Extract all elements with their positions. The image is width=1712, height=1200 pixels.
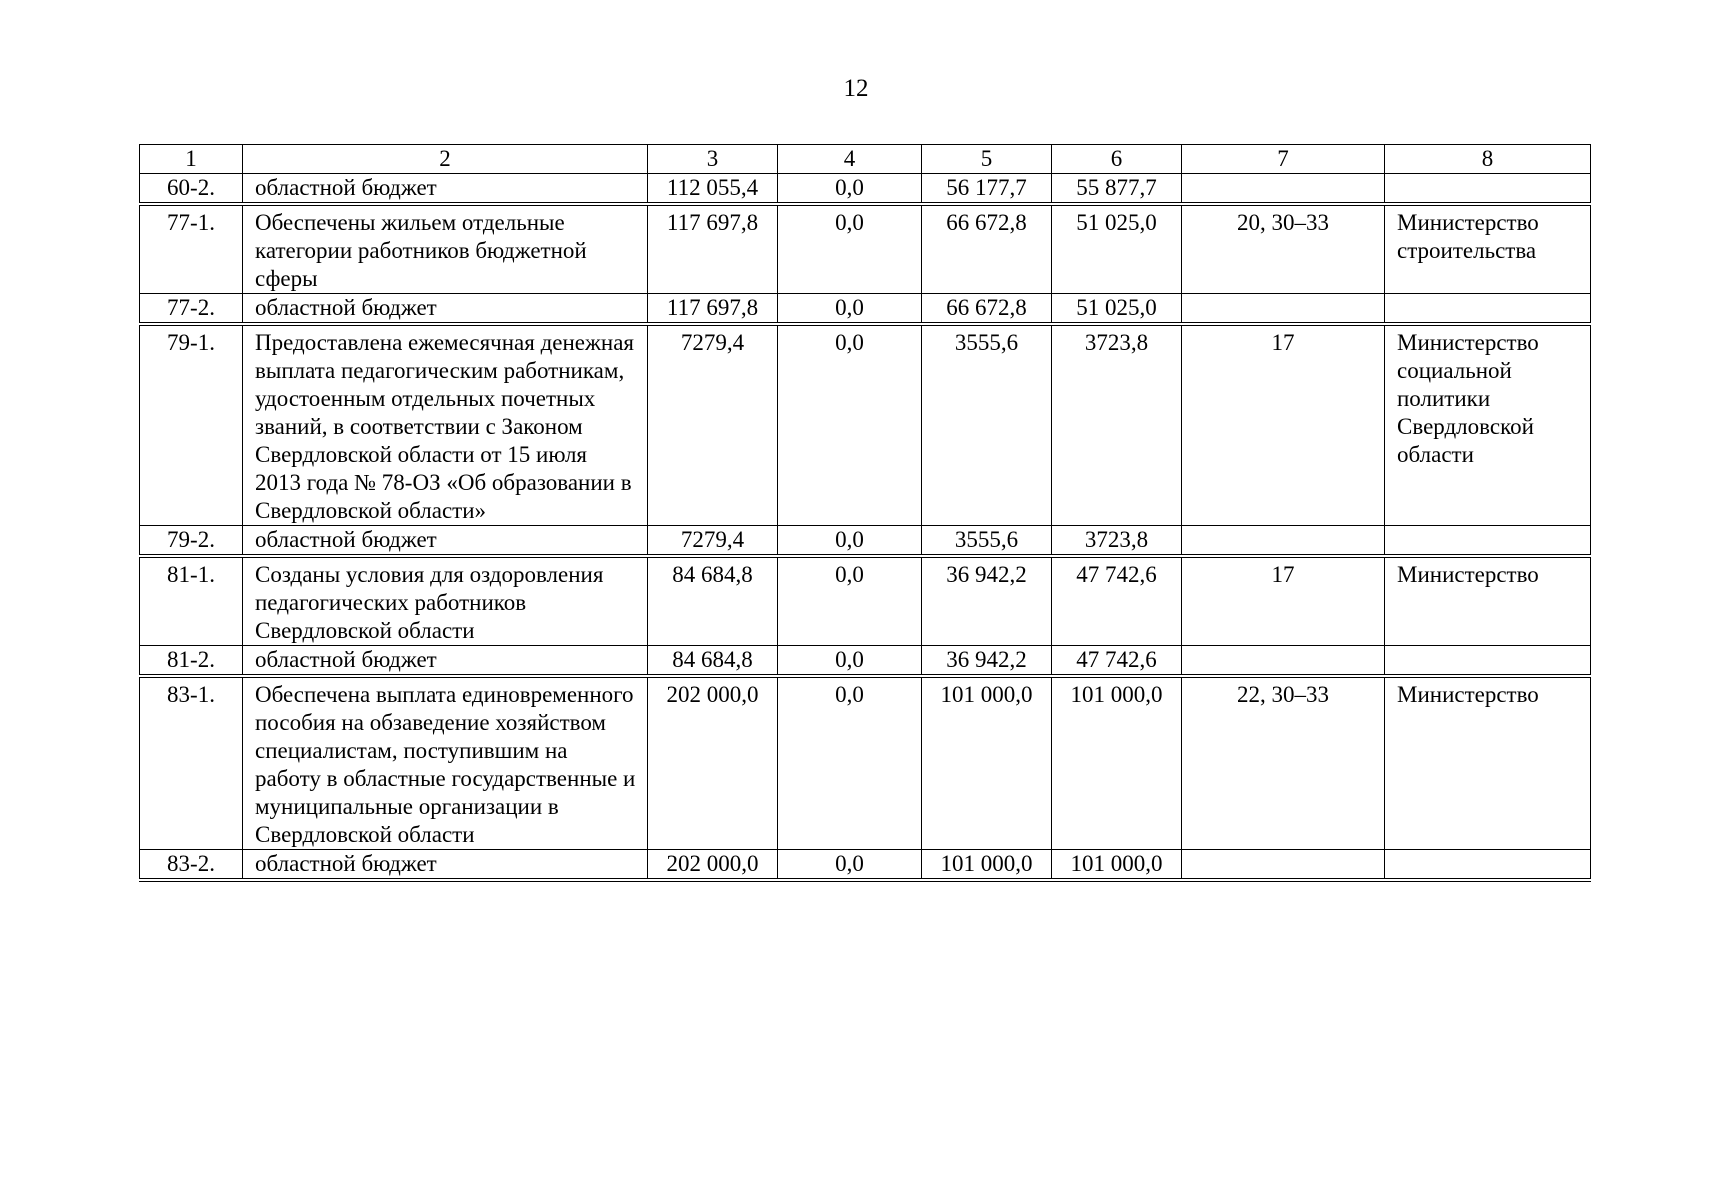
- column-header: 8: [1385, 145, 1591, 174]
- total-amount-cell: 202 000,0: [648, 676, 778, 850]
- amount-col4-cell: 0,0: [778, 174, 922, 205]
- description-cell: областной бюджет: [243, 526, 648, 557]
- column-header: 4: [778, 145, 922, 174]
- amount-col6-cell: 101 000,0: [1052, 676, 1182, 850]
- column-header: 3: [648, 145, 778, 174]
- total-amount-cell: 117 697,8: [648, 204, 778, 294]
- column-header: 2: [243, 145, 648, 174]
- total-amount-cell: 7279,4: [648, 526, 778, 557]
- target-reference-cell: 17: [1182, 324, 1385, 526]
- amount-col5-cell: 101 000,0: [922, 676, 1052, 850]
- table-row-measure: [140, 676, 1591, 850]
- amount-col5-cell: 3555,6: [922, 324, 1052, 526]
- total-amount-cell: 7279,4: [648, 324, 778, 526]
- target-reference-cell: 20, 30–33: [1182, 204, 1385, 294]
- target-reference-cell: [1182, 294, 1385, 325]
- amount-col5-cell: 56 177,7: [922, 174, 1052, 205]
- amount-col4-cell: 0,0: [778, 676, 922, 850]
- amount-col6-cell: 3723,8: [1052, 324, 1182, 526]
- description-cell: областной бюджет: [243, 294, 648, 325]
- target-reference-cell: [1182, 646, 1385, 677]
- row-number-cell: 83-1.: [140, 676, 243, 850]
- amount-col6-cell: 55 877,7: [1052, 174, 1182, 205]
- total-amount-cell: 112 055,4: [648, 174, 778, 205]
- description-cell: Предоставлена ежемесячная денежная выплата педагогическим работникам, удостоенным отдельных почетных званий, в соответствии с Законом Свердловской области от 15 июля 2013 года № 78-ОЗ «Об образовании в Свердловской области»: [243, 324, 648, 526]
- row-number-cell: 79-2.: [140, 526, 243, 557]
- row-number-cell: 81-2.: [140, 646, 243, 677]
- target-reference-cell: 22, 30–33: [1182, 676, 1385, 850]
- total-amount-cell: 84 684,8: [648, 646, 778, 677]
- table-row-measure: [140, 556, 1591, 646]
- table-row-measure: [140, 204, 1591, 294]
- description-cell: областной бюджет: [243, 646, 648, 677]
- table-row-budget: [140, 526, 1591, 557]
- total-amount-cell: 117 697,8: [648, 294, 778, 325]
- amount-col4-cell: 0,0: [778, 556, 922, 646]
- description-cell: Обеспечена выплата единовременного пособия на обзаведение хозяйством специалистам, поступившим на работу в областные государственные и муниципальные организации в Свердловской области: [243, 676, 648, 850]
- amount-col6-cell: 101 000,0: [1052, 850, 1182, 881]
- description-cell: областной бюджет: [243, 174, 648, 205]
- column-number-row: [140, 145, 1591, 174]
- table-row-budget: [140, 646, 1591, 677]
- table-row-budget: [140, 174, 1591, 205]
- page-number: 12: [843, 75, 869, 102]
- column-header: 6: [1052, 145, 1182, 174]
- description-cell: Обеспечены жильем отдельные категории работников бюджетной сферы: [243, 204, 648, 294]
- amount-col6-cell: 51 025,0: [1052, 294, 1182, 325]
- amount-col5-cell: 36 942,2: [922, 556, 1052, 646]
- row-number-cell: 81-1.: [140, 556, 243, 646]
- row-number-cell: 60-2.: [140, 174, 243, 205]
- amount-col5-cell: 66 672,8: [922, 204, 1052, 294]
- table-row-measure: [140, 324, 1591, 526]
- row-number-cell: 77-2.: [140, 294, 243, 325]
- target-reference-cell: 17: [1182, 556, 1385, 646]
- responsible-body-cell: Министерство: [1385, 556, 1591, 646]
- description-cell: Созданы условия для оздоровления педагогических работников Свердловской области: [243, 556, 648, 646]
- amount-col5-cell: 3555,6: [922, 526, 1052, 557]
- total-amount-cell: 84 684,8: [648, 556, 778, 646]
- column-header: 7: [1182, 145, 1385, 174]
- target-reference-cell: [1182, 850, 1385, 881]
- responsible-body-cell: [1385, 526, 1591, 557]
- table-body: [140, 145, 1591, 881]
- row-number-cell: 79-1.: [140, 324, 243, 526]
- amount-col6-cell: 47 742,6: [1052, 646, 1182, 677]
- column-header: 5: [922, 145, 1052, 174]
- amount-col5-cell: 66 672,8: [922, 294, 1052, 325]
- responsible-body-cell: [1385, 174, 1591, 205]
- target-reference-cell: [1182, 174, 1385, 205]
- amount-col4-cell: 0,0: [778, 324, 922, 526]
- target-reference-cell: [1182, 526, 1385, 557]
- total-amount-cell: 202 000,0: [648, 850, 778, 881]
- amount-col5-cell: 101 000,0: [922, 850, 1052, 881]
- responsible-body-cell: [1385, 850, 1591, 881]
- amount-col4-cell: 0,0: [778, 526, 922, 557]
- table-row-budget: [140, 294, 1591, 325]
- row-number-cell: 83-2.: [140, 850, 243, 881]
- responsible-body-cell: Министерство социальной политики Свердловской области: [1385, 324, 1591, 526]
- amount-col5-cell: 36 942,2: [922, 646, 1052, 677]
- description-cell: областной бюджет: [243, 850, 648, 881]
- amount-col6-cell: 51 025,0: [1052, 204, 1182, 294]
- column-header: 1: [140, 145, 243, 174]
- table-row-budget: [140, 850, 1591, 881]
- amount-col4-cell: 0,0: [778, 294, 922, 325]
- responsible-body-cell: Министерство строительства: [1385, 204, 1591, 294]
- budget-table: [139, 144, 1591, 882]
- responsible-body-cell: [1385, 294, 1591, 325]
- amount-col4-cell: 0,0: [778, 850, 922, 881]
- responsible-body-cell: [1385, 646, 1591, 677]
- amount-col4-cell: 0,0: [778, 646, 922, 677]
- amount-col6-cell: 47 742,6: [1052, 556, 1182, 646]
- amount-col6-cell: 3723,8: [1052, 526, 1182, 557]
- responsible-body-cell: Министерство: [1385, 676, 1591, 850]
- row-number-cell: 77-1.: [140, 204, 243, 294]
- amount-col4-cell: 0,0: [778, 204, 922, 294]
